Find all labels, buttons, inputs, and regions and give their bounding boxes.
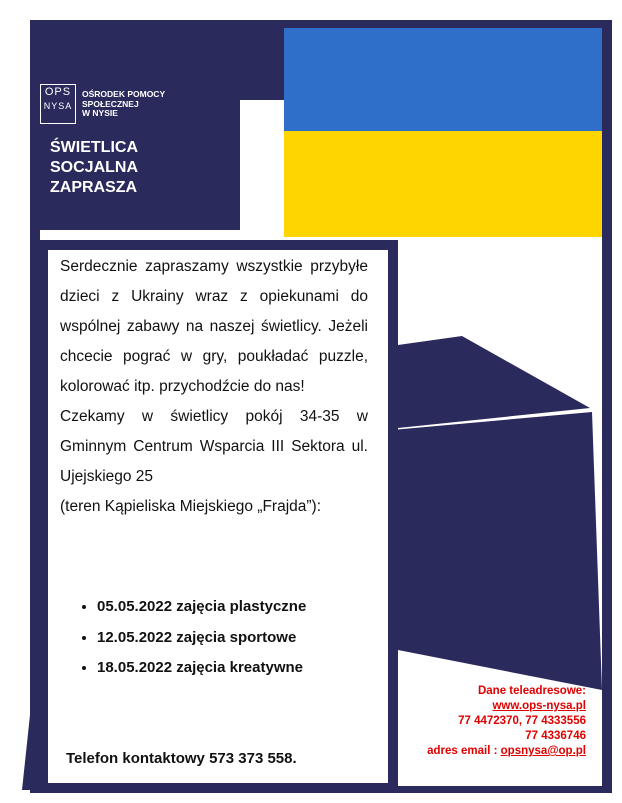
invitation-paragraph-1: Serdecznie zapraszamy wszystkie przybyłe dzieci z Ukrainy wraz z opiekunami do wspólnej zabawy na naszej świetlicy. Jeżeli chcecie pograć w gry, poukładać puzzle, kolorować itp. przychodźcie do nas! — [60, 258, 368, 395]
organization-name — [82, 90, 212, 119]
org-line-2: SPOŁECZNEJ — [82, 98, 139, 109]
title-line-2: SOCJALNA — [50, 159, 139, 176]
title-line-3: ZAPRASZA — [50, 179, 138, 196]
email-link[interactable]: opsnysa@op.pl — [500, 745, 586, 757]
org-line-1: OŚRODEK POMOCY — [82, 89, 166, 99]
page-title — [50, 138, 210, 198]
right-rail — [602, 28, 612, 793]
org-line-3: W NYSIE — [82, 108, 118, 118]
decor-parallelogram-mid — [392, 412, 602, 690]
list-item: • 12.05.2022 zajęcia sportowe — [97, 623, 306, 654]
contact-phones-1: 77 4472370, 77 4333556 — [458, 715, 586, 727]
contact-heading: Dane teleadresowe: — [477, 685, 586, 697]
contact-phone: Telefon kontaktowy 573 373 558. — [66, 750, 297, 767]
invitation-paragraph-2: Czekamy w świetlicy pokój 34-35 w Gminnym Centrum Wsparcia III Sektora ul. Ujejskiego 25 — [60, 408, 368, 485]
contact-details — [427, 684, 586, 759]
website-link[interactable]: www.ops-nysa.pl — [492, 700, 586, 712]
events-list — [76, 592, 306, 684]
invitation-paragraph-3: (teren Kąpieliska Miejskiego „Frajda”): — [60, 498, 322, 515]
header-block — [40, 30, 240, 230]
list-item: • 05.05.2022 zajęcia plastyczne — [97, 592, 306, 623]
contact-phones-2: 77 4336746 — [525, 730, 586, 742]
list-item: • 18.05.2022 zajęcia kreatywne — [97, 653, 306, 684]
email-row — [427, 744, 586, 759]
header-strip — [240, 30, 284, 100]
logo-mark-top: OPS — [44, 86, 72, 98]
ukraine-flag-yellow — [284, 131, 604, 237]
email-label: adres email : — [427, 745, 501, 757]
ops-logo — [40, 84, 76, 124]
invitation-text — [60, 252, 368, 522]
logo-mark-bottom: NYSA — [43, 101, 73, 111]
title-line-1: ŚWIETLICA — [50, 139, 138, 156]
decor-parallelogram-large — [398, 336, 590, 428]
ukraine-flag-blue — [284, 28, 604, 131]
